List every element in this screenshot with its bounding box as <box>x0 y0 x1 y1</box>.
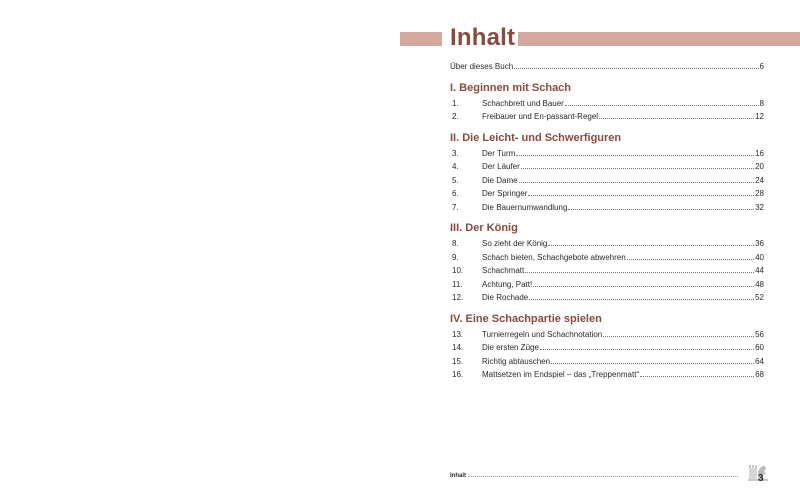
toc-entry-page: 64 <box>755 356 764 366</box>
toc-entry-page: 20 <box>755 162 764 171</box>
toc-entry[interactable] <box>450 341 764 355</box>
toc-entry-number: 6. <box>452 189 459 198</box>
toc-entry-page: 32 <box>755 202 764 212</box>
dot-leader <box>540 342 754 350</box>
toc-entry-label: Der Turm <box>482 148 516 158</box>
section-heading: I. Beginnen mit Schach <box>450 81 572 94</box>
toc-entry-number: 14. <box>452 343 464 352</box>
toc-entry-number: 13. <box>452 329 464 339</box>
dot-leader <box>627 252 754 260</box>
dot-leader <box>525 265 754 273</box>
dot-leader <box>568 202 754 210</box>
toc-entry[interactable] <box>450 160 764 174</box>
section-heading: II. Die Leicht- und Schwerfiguren <box>450 131 622 144</box>
footer-rule <box>468 472 738 477</box>
toc-entry-page: 24 <box>755 175 764 185</box>
toc-entry-page: 56 <box>755 329 764 339</box>
toc-entry-number: 8. <box>452 239 459 248</box>
toc-entry-label: Die Bauernumwandlung <box>482 202 568 212</box>
title-bar-left <box>400 32 442 46</box>
toc-entry-page: 40 <box>755 252 764 262</box>
table-of-contents <box>450 60 764 382</box>
toc-entry-number: 7. <box>452 202 459 212</box>
toc-entry-label: Turnierregeln und Schachnotation <box>482 329 603 339</box>
toc-entry-page: 12 <box>755 112 764 121</box>
dot-leader <box>603 329 754 337</box>
section-heading: IV. Eine Schachpartie spielen <box>450 312 602 325</box>
toc-entry-number: 16. <box>452 370 464 379</box>
dot-leader <box>640 369 754 377</box>
toc-entry-page: 48 <box>755 279 764 289</box>
toc-entry-number: 15. <box>452 356 464 366</box>
section-heading: III. Der König <box>450 222 518 234</box>
dot-leader <box>528 188 754 196</box>
toc-entry-label: So zieht der König <box>482 239 548 248</box>
toc-entry[interactable] <box>450 251 764 265</box>
page-footer <box>450 472 740 479</box>
toc-entry-page: 36 <box>755 239 764 248</box>
toc-entry-label: Der Springer <box>482 189 528 198</box>
toc-entry-label: Schach bieten, Schachgebote abwehren <box>482 252 626 262</box>
toc-entry-label: Freibauer und En-passant-Regel <box>482 112 599 121</box>
toc-entry-number: 11. <box>452 279 463 289</box>
dot-leader <box>519 175 755 183</box>
toc-entry-page: 44 <box>755 266 764 275</box>
footer-label: Inhalt <box>450 473 466 479</box>
toc-entry-page: 52 <box>755 293 764 302</box>
toc-entry[interactable] <box>450 147 764 161</box>
toc-entry-label: Die Rochade <box>482 293 529 302</box>
toc-entry-number: 3. <box>452 148 459 158</box>
toc-entry-number: 5. <box>452 175 459 185</box>
toc-entry-number: 4. <box>452 162 459 171</box>
dot-leader <box>516 148 754 156</box>
title-bar-right <box>518 32 800 46</box>
toc-entry-label: Richtig abtauschen <box>482 356 551 366</box>
toc-entry[interactable] <box>450 278 764 292</box>
toc-entry[interactable] <box>450 355 764 369</box>
toc-entry[interactable] <box>450 201 764 215</box>
toc-entry-intro[interactable] <box>450 60 764 74</box>
dot-leader <box>521 161 754 169</box>
toc-entry-number: 9. <box>452 252 459 262</box>
toc-entry[interactable] <box>450 187 764 201</box>
page-title: Inhalt <box>450 24 516 51</box>
toc-entry-number: 10. <box>452 266 464 275</box>
toc-entry-number: 2. <box>452 112 459 121</box>
dot-leader <box>548 238 754 246</box>
dot-leader <box>533 279 754 287</box>
toc-entry-page: 8 <box>759 98 764 108</box>
toc-entry-label: Achtung, Patt! <box>482 279 533 289</box>
toc-entry-label: Die Dame <box>482 175 518 185</box>
dot-leader <box>599 111 754 119</box>
toc-entry-page: 6 <box>759 62 764 71</box>
dot-leader <box>565 98 759 106</box>
toc-entry[interactable] <box>450 110 764 124</box>
toc-entry-label: Mattsetzen im Endspiel – das „Treppenmatt“ <box>482 370 640 379</box>
toc-entry-label: Schachmatt <box>482 266 525 275</box>
toc-entry[interactable] <box>450 368 764 382</box>
dot-leader <box>514 61 758 69</box>
toc-entry[interactable] <box>450 237 764 251</box>
toc-entry[interactable] <box>450 174 764 188</box>
page-number: 3 <box>758 473 764 484</box>
toc-entry-page: 16 <box>755 148 764 158</box>
toc-entry[interactable] <box>450 291 764 305</box>
toc-entry-label: Die ersten Züge <box>482 343 539 352</box>
toc-entry-label: Über dieses Buch <box>450 62 514 71</box>
toc-entry[interactable] <box>450 97 764 111</box>
toc-entry-page: 68 <box>755 370 764 379</box>
dot-leader <box>529 292 754 300</box>
toc-entry-number: 12. <box>452 293 464 302</box>
dot-leader <box>551 356 754 364</box>
toc-entry-label: Schachbrett und Bauer <box>482 98 564 108</box>
toc-entry-page: 60 <box>755 343 764 352</box>
toc-entry-number: 1. <box>452 98 459 108</box>
toc-entry[interactable] <box>450 328 764 342</box>
toc-entry[interactable] <box>450 264 764 278</box>
toc-entry-page: 28 <box>755 189 764 198</box>
toc-entry-label: Der Läufer <box>482 162 520 171</box>
